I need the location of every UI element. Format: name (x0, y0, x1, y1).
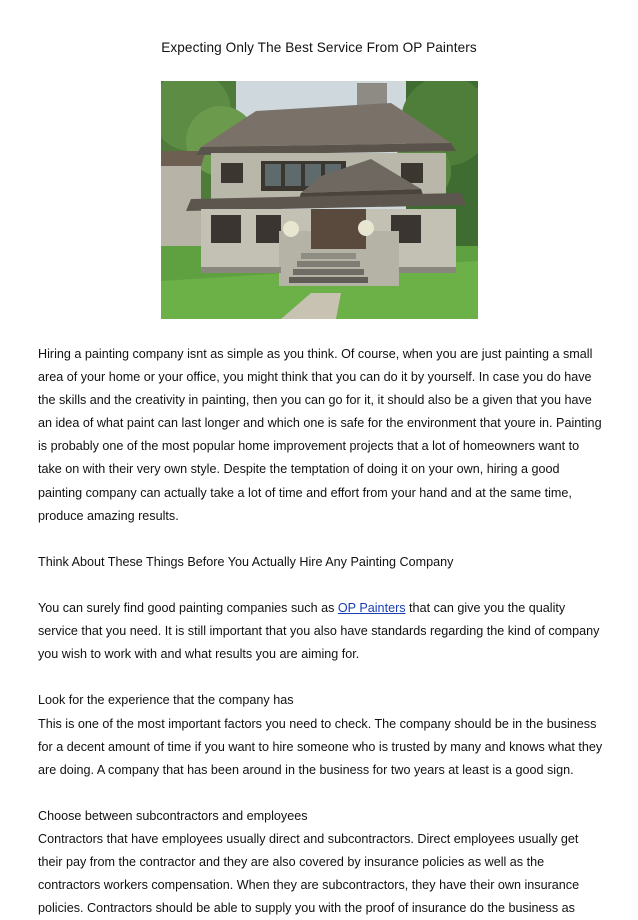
paragraph-quality-after: that can give you the quality service that you need. It is still important that you also have standards regarding the kind of company you wish to work with and what results you are aiming for. (38, 601, 600, 662)
paragraph-quality-before: You can surely find good painting companies such as (38, 601, 338, 616)
paragraph-contractors: Contractors that have employees usually direct and subcontractors. Direct employees usually get their pay from the contractor and they are also covered by insurance policies as well as the contractors workers compensation. When they are subcontractors, they have their own insurance policies. Contractors should be able to supply you with the proof of insurance do the business as (38, 831, 580, 916)
page-title: Expecting Only The Best Service From OP Painters (161, 40, 477, 55)
paragraph-experience: This is one of the most important factors you need to check. The company should be in the business for a decent amount of time if you want to hire someone who is trusted by many and knows what they are doing. A company that has been around in the business for two years at least is a good sign. (38, 716, 603, 777)
paragraph-intro: Hiring a painting company isnt as simple as you think. Of course, when you are just painting a small area of your home or your office, you might think that you can do it by yourself. In case you do have the skills and the creativity in painting, then you can go for it, it should also be a given that you have an idea of what paint can last longer and which one is safe for the environment that youre in. Painting is probably one of the most popular home improvement projects that a lot of homeowners want to take on with their very own style. Despite the temptation of doing it on your own, hiring a good painting company can actually take a lot of time and effort from your hand and at the same time, produce amazing results. (38, 347, 602, 523)
section-heading-experience: Look for the experience that the company has (38, 693, 294, 708)
section-heading-contractors: Choose between subcontractors and employees (38, 808, 308, 823)
house-photo (161, 81, 478, 319)
article-body (38, 343, 604, 920)
paragraph-quality (38, 597, 604, 666)
section-heading-hire: Think About These Things Before You Actually Hire Any Painting Company (38, 554, 454, 569)
op-painters-link[interactable]: OP Painters (337, 601, 406, 616)
